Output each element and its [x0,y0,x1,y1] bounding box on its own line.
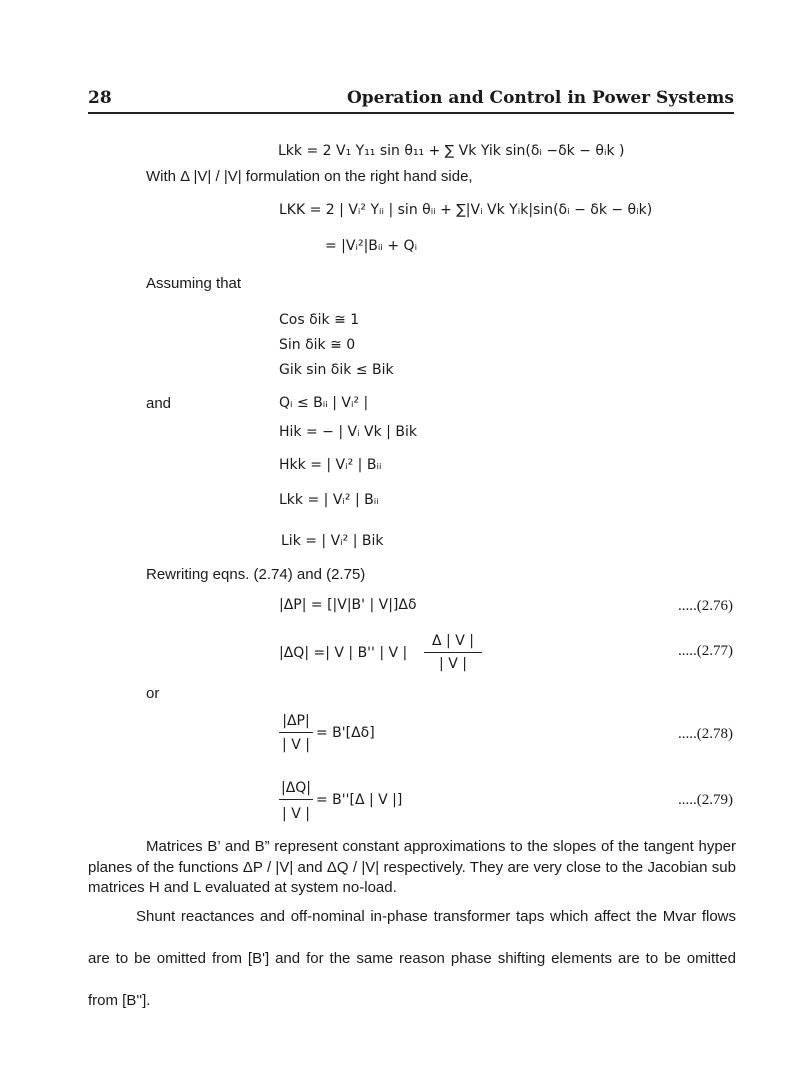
equation-2-78-fraction-bar [279,732,313,733]
equation-lkk-third: Lkk = | Vᵢ² | Bᵢᵢ [279,492,379,508]
condition-q: Qᵢ ≤ Bᵢᵢ | Vᵢ² | [279,395,369,411]
equation-2-76-number: .....(2.76) [678,598,733,614]
equation-2-79-fraction-numerator: |ΔQ| [280,780,312,796]
equation-2-78-rhs: = B'[Δδ] [316,725,375,741]
equation-2-77-fraction-numerator: Δ | V | [432,633,474,649]
header-rule [88,112,734,114]
equation-2-79-number: .....(2.79) [678,792,733,808]
paragraph-matrices: Matrices B’ and B” represent constant approximations to the slopes of the tangent hyper planes of the functions ΔP / |V| and ΔQ / |V| respectively. They are very close to the Jacobian sub matrices H and L evaluated at system no-load. [88,838,736,896]
equation-2-79-fraction-bar [279,799,313,800]
page-number: 28 [88,88,112,108]
condition-gik: Gik sin δik ≤ Bik [279,362,394,378]
equation-lkk-second: LKK = 2 | Vᵢ² Yᵢᵢ | sin θᵢᵢ + ∑|Vᵢ Vk Yᵢk|sin(δᵢ − δk − θᵢk) [279,202,653,218]
equation-lkk-second-cont: = |Vᵢ²|Bᵢᵢ + Qᵢ [325,238,418,254]
assuming-that-text: Assuming that [146,275,242,292]
equation-2-78-fraction-numerator: |ΔP| [282,713,310,729]
equation-2-79-rhs: = B''[Δ | V |] [316,792,403,808]
with-formulation-text: With Δ |V| / |V| formulation on the right hand side, [146,168,473,185]
equation-2-79-fraction-denominator: | V | [282,806,310,822]
equation-lik: Lik = | Vᵢ² | Bik [281,533,384,549]
equation-2-77-lhs: |ΔQ| =| V | B'' | V | [279,645,408,661]
equation-hkk: Hkk = | Vᵢ² | Bᵢᵢ [279,457,382,473]
equation-2-77-fraction-bar [424,652,482,653]
equation-2-78-fraction-denominator: | V | [282,737,310,753]
equation-2-77-number: .....(2.77) [678,643,733,659]
equation-lkk-first: Lkk = 2 V₁ Y₁₁ sin θ₁₁ + ∑ Vk Yik sin(δᵢ −δk − θᵢk ) [278,143,625,159]
equation-2-76: |ΔP| = [|V|B' | V|]Δδ [279,597,417,613]
condition-cos: Cos δik ≅ 1 [279,312,360,328]
or-label: or [146,685,160,702]
equation-hik: Hik = − | Vᵢ Vk | Bik [279,424,417,440]
equation-2-77-fraction-denominator: | V | [439,656,467,672]
condition-sin: Sin δik ≅ 0 [279,337,356,353]
running-title: Operation and Control in Power Systems [346,88,734,108]
equation-2-78-number: .....(2.78) [678,726,733,742]
and-label: and [146,395,172,412]
rewriting-text: Rewriting eqns. (2.74) and (2.75) [146,566,366,583]
paragraph-shunt: Shunt reactances and off-nominal in-phase transformer taps which affect the Mvar flows are to be omitted from [B'] and for the same reason phase shifting elements are to be omitted from [B'']. [88,908,736,1009]
